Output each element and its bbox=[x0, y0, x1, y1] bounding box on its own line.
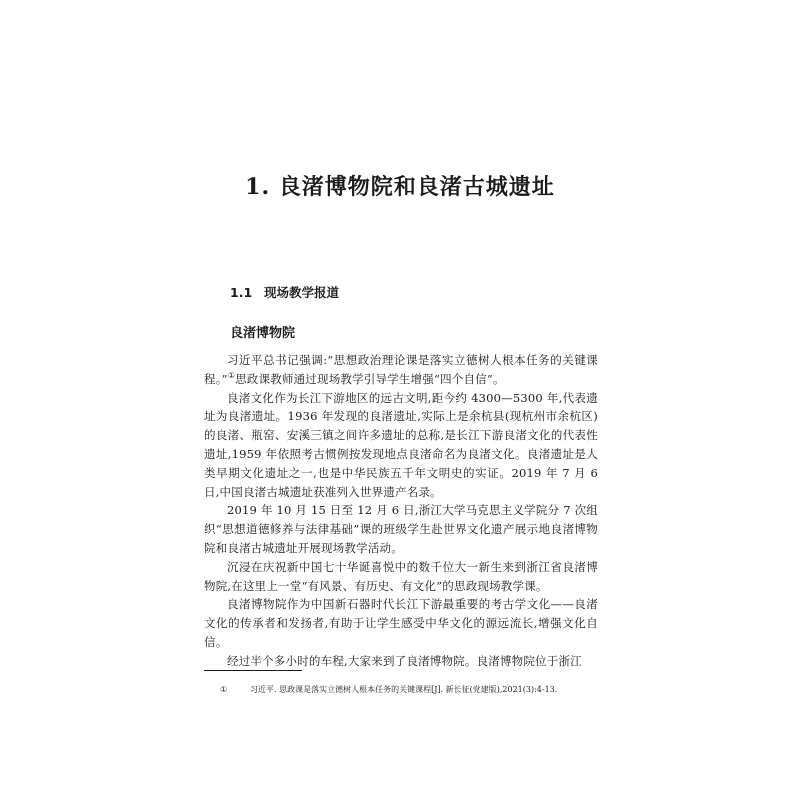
paragraph: 良渚博物院作为中国新石器时代长江下游最重要的考古学文化——良渚文化的传承者和发扬者,有助于让学生感受中华文化的源远流长,增强文化自信。 bbox=[204, 597, 598, 649]
paragraph-text: 思政课教师通过现场教学引导学生增强“四个自信”。 bbox=[235, 371, 505, 386]
section-title: 现场教学报道 bbox=[264, 285, 340, 300]
subheading: 良渚博物院 bbox=[230, 326, 296, 341]
footnote-text: 习近平. 思政课是落实立德树人根本任务的关键课程[J]. 新长征(党建版),2021(3):4-13. bbox=[250, 685, 558, 694]
footnote bbox=[220, 684, 600, 696]
paragraph: 良渚文化作为长江下游地区的远古文明,距今约 4300—5300 年,代表遗址为良渚遗址。1936 年发现的良渚遗址,实际上是余杭县(现杭州市余杭区)的良渚、瓶窑、安溪三镇之间许多遗址的总称,是长江下游良渚文化的代表性遗址,1959 年依照考古惯例按发现地点良渚命名为良渚文化。良渚遗址是人类早期文化遗址之一,也是中华民族五千年文明史的实证。2019 年 7 月 6 日,中国良渚古城遗址获准列入世界遗产名录。 bbox=[204, 390, 598, 499]
footnote-mark: ① bbox=[220, 685, 228, 694]
paragraph: 沉浸在庆祝新中国七十华诞喜悦中的数千位大一新生来到浙江省良渚博物院,在这里上一堂“有风景、有历史、有文化”的思政现场教学课。 bbox=[204, 559, 598, 593]
paragraph-text: 习近平总书记强调:“思想政治理论课是落实立德树人根本任务的关键课程。” bbox=[204, 353, 598, 386]
footnote-ref: ① bbox=[227, 370, 236, 380]
section-number: 1.1 bbox=[230, 285, 253, 300]
chapter-title: 1. 良渚博物院和良渚古城遗址 bbox=[245, 174, 555, 200]
footnote-divider bbox=[204, 670, 302, 671]
paragraph: 经过半个多小时的车程,大家来到了良渚博物院。良渚博物院位于浙江 bbox=[227, 653, 582, 668]
paragraph: 2019 年 10 月 15 日至 12 月 6 日,浙江大学马克思主义学院分 7 次组织“思想道德修养与法律基础”课的班级学生赴世界文化遗产展示地良渚博物院和良渚古城遗址开展现场教学活动。 bbox=[204, 503, 598, 555]
body-text bbox=[204, 351, 598, 671]
section-heading bbox=[230, 283, 339, 301]
paragraph bbox=[204, 351, 598, 389]
